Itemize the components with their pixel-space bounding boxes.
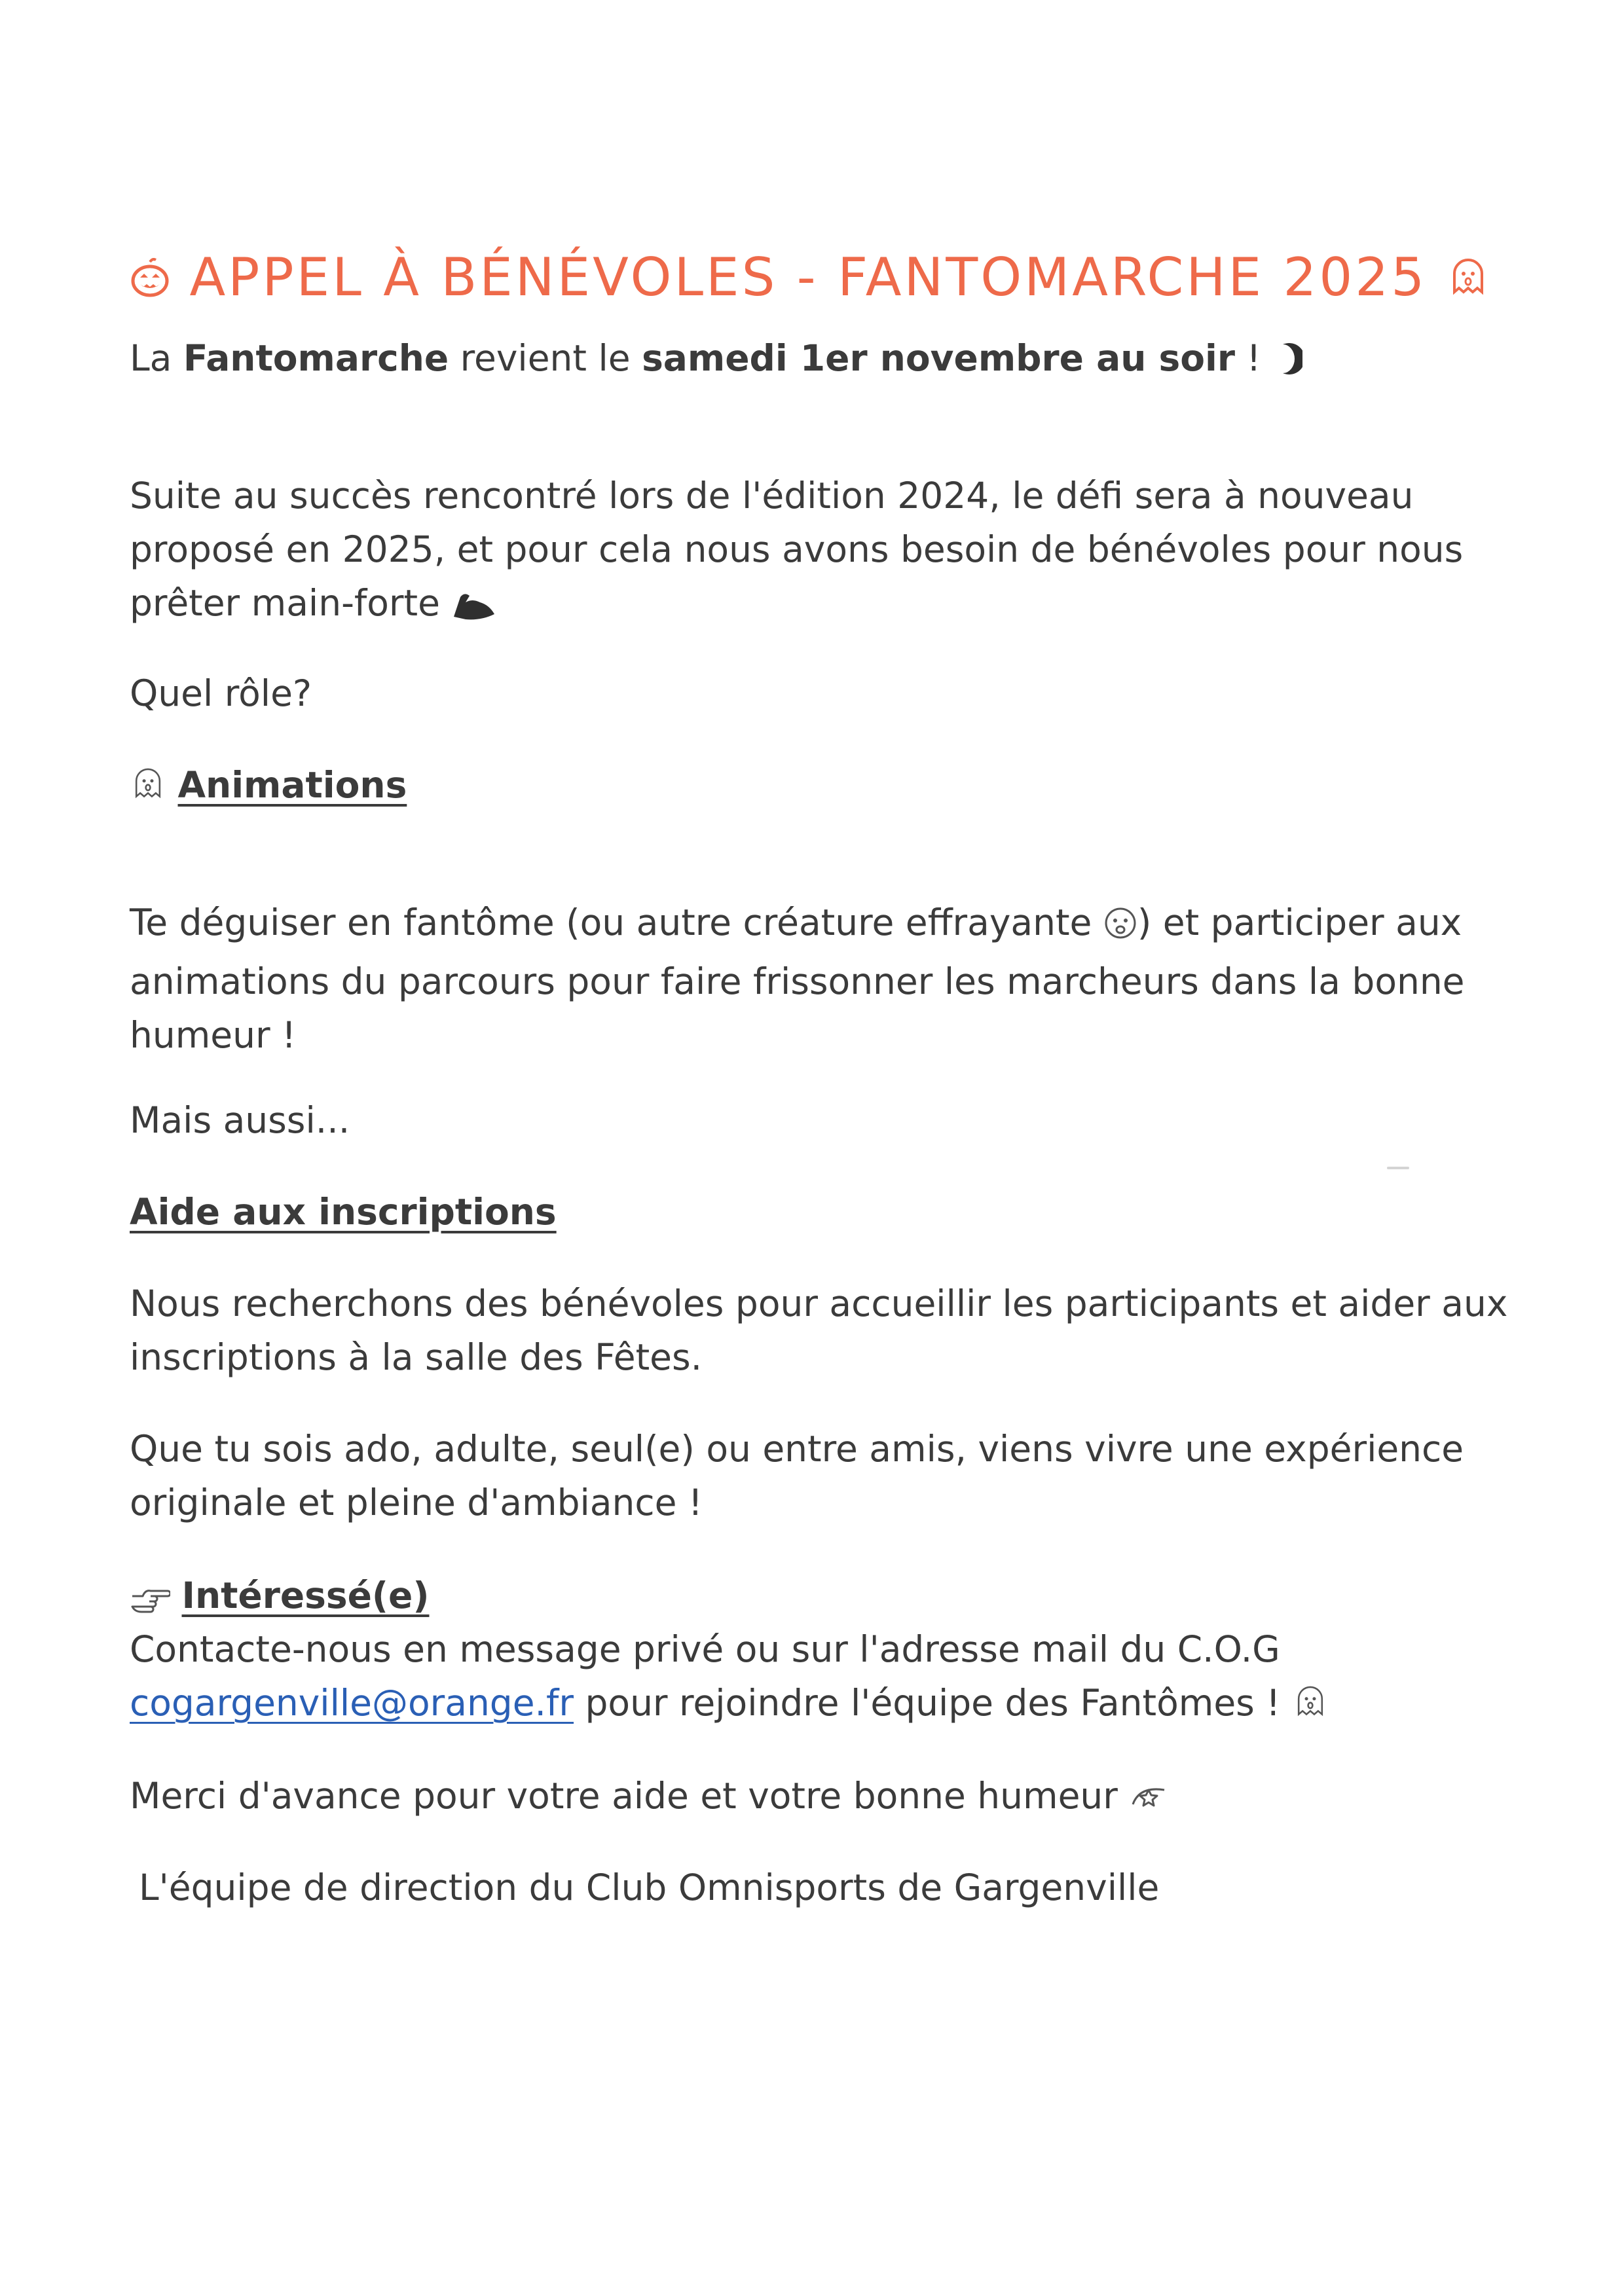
- ghost-icon: [1292, 1681, 1329, 1735]
- audience-paragraph: Que tu sois ado, adulte, seul(e) ou entre amis, viens vivre une expérience originale et pleine d'ambiance !: [130, 1428, 1464, 1523]
- pumpkin-icon: [130, 248, 170, 314]
- animations-title: Animations: [177, 764, 407, 806]
- animations-heading: [130, 758, 1518, 817]
- dizzy-star-icon: [1129, 1774, 1168, 1828]
- event-date: samedi 1er novembre au soir: [642, 337, 1236, 379]
- animations-text-before: Te déguiser en fantôme (ou autre créature effrayante: [130, 902, 1103, 943]
- title-text: APPEL À BÉNÉVOLES - FANTOMARCHE 2025: [189, 246, 1428, 308]
- flexed-biceps-icon: [451, 581, 494, 635]
- registration-title: Aide aux inscriptions: [130, 1191, 557, 1233]
- contact-line: Contacte-nous en message privé ou sur l'adresse mail du C.O.G: [130, 1628, 1280, 1670]
- page-title: [130, 245, 1518, 314]
- intro-suffix: !: [1235, 337, 1273, 379]
- contact-title: Intéressé(e): [181, 1575, 430, 1616]
- registration-heading: [130, 1185, 1518, 1239]
- email-link[interactable]: cogargenville@orange.fr: [130, 1682, 574, 1724]
- also-line: Mais aussi...: [130, 1099, 350, 1141]
- event-name: Fantomarche: [183, 337, 449, 379]
- crescent-moon-icon: [1272, 337, 1302, 390]
- scan-mark: [1387, 1167, 1409, 1169]
- context-text: Suite au succès rencontré lors de l'édition 2024, le défi sera à nouveau proposé en 2025, et pour cela nous avons besoin de bénévoles pour nous prêter main-forte: [130, 475, 1464, 624]
- registration-paragraph: Nous recherchons des bénévoles pour accueillir les participants et aider aux inscriptions à la salle des Fêtes.: [130, 1283, 1508, 1378]
- intro-prefix: La: [130, 337, 183, 379]
- thanks-line: [130, 1769, 1518, 1828]
- pointing-hand-icon: [130, 1574, 170, 1628]
- contact-heading: [130, 1569, 1518, 1628]
- thanks-text: Merci d'avance pour votre aide et votre bonne humeur: [130, 1775, 1130, 1817]
- signature: L'équipe de direction du Club Omnisports de Gargenville: [139, 1867, 1160, 1908]
- role-question: Quel rôle?: [130, 672, 312, 714]
- ghost-icon: [1447, 248, 1490, 314]
- animations-paragraph: [130, 896, 1518, 1062]
- fearful-face-icon: [1103, 901, 1137, 955]
- intro-middle: revient le: [449, 337, 642, 379]
- context-paragraph: [130, 469, 1518, 635]
- animations-text-after: ) et participer aux animations du parcours pour faire frissonner les marcheurs dans la bonne humeur !: [130, 902, 1465, 1056]
- ghost-icon: [130, 763, 166, 817]
- contact-join-text: pour rejoindre l'équipe des Fantômes !: [574, 1682, 1292, 1724]
- contact-email-line: [130, 1676, 1518, 1735]
- intro-line: [130, 331, 1518, 390]
